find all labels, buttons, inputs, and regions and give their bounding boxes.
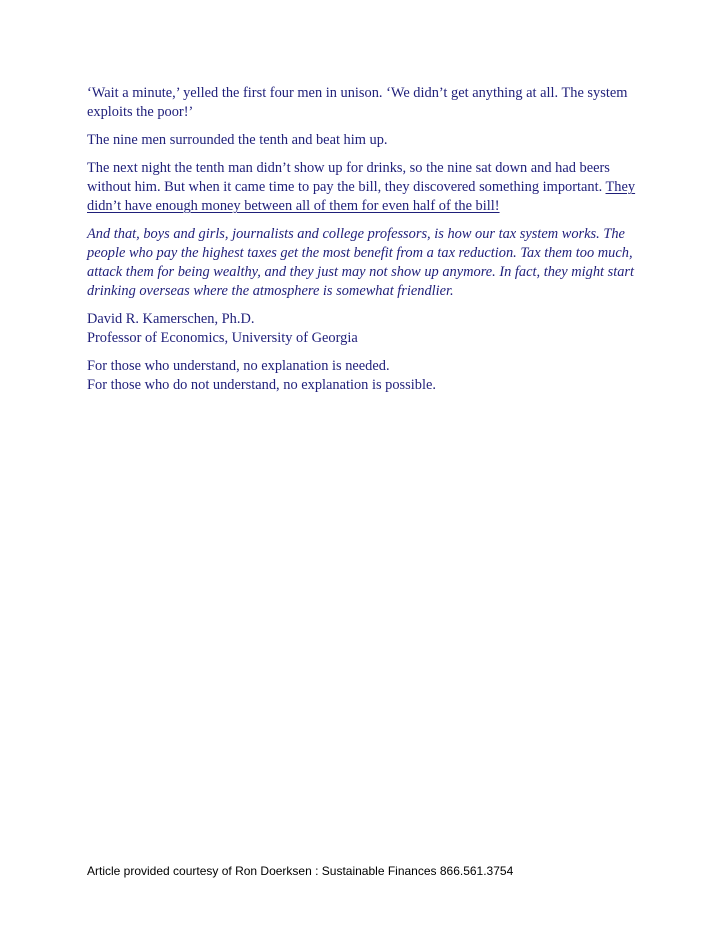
closing-line-understand: For those who understand, no explanation is needed.	[87, 358, 390, 374]
author-title: Professor of Economics, University of Georgia	[87, 330, 358, 346]
document-body	[87, 84, 643, 404]
author-name: David R. Kamerschen, Ph.D.	[87, 311, 255, 327]
paragraph-moral: And that, boys and girls, journalists and college professors, is how our tax system works. The people who pay the highest taxes get the most benefit from a tax reduction. Tax them too much, attack them for being wealthy, and they just may not show up anymore. In fact, they might start drinking overseas where the atmosphere is somewhat friendlier.	[87, 226, 635, 299]
paragraph-wait-a-minute: ‘Wait a minute,’ yelled the first four men in unison. ‘We didn’t get anything at all. The system exploits the poor!’	[87, 85, 628, 120]
underlined-conclusion: They didn’t have enough money between all of them for even half of the bill!	[87, 179, 636, 214]
paragraph-beat-him-up: The nine men surrounded the tenth and beat him up.	[87, 132, 388, 148]
paragraph-next-night	[87, 159, 643, 216]
author-attribution	[87, 310, 643, 348]
closing-statement	[87, 357, 643, 395]
closing-line-not-understand: For those who do not understand, no explanation is possible.	[87, 377, 436, 393]
paragraph-next-night-text: The next night the tenth man didn’t show up for drinks, so the nine sat down and had beers without him. But when it came time to pay the bill, they discovered something important.	[87, 160, 610, 195]
page-footer: Article provided courtesy of Ron Doerksen : Sustainable Finances 866.561.3754	[87, 864, 514, 878]
